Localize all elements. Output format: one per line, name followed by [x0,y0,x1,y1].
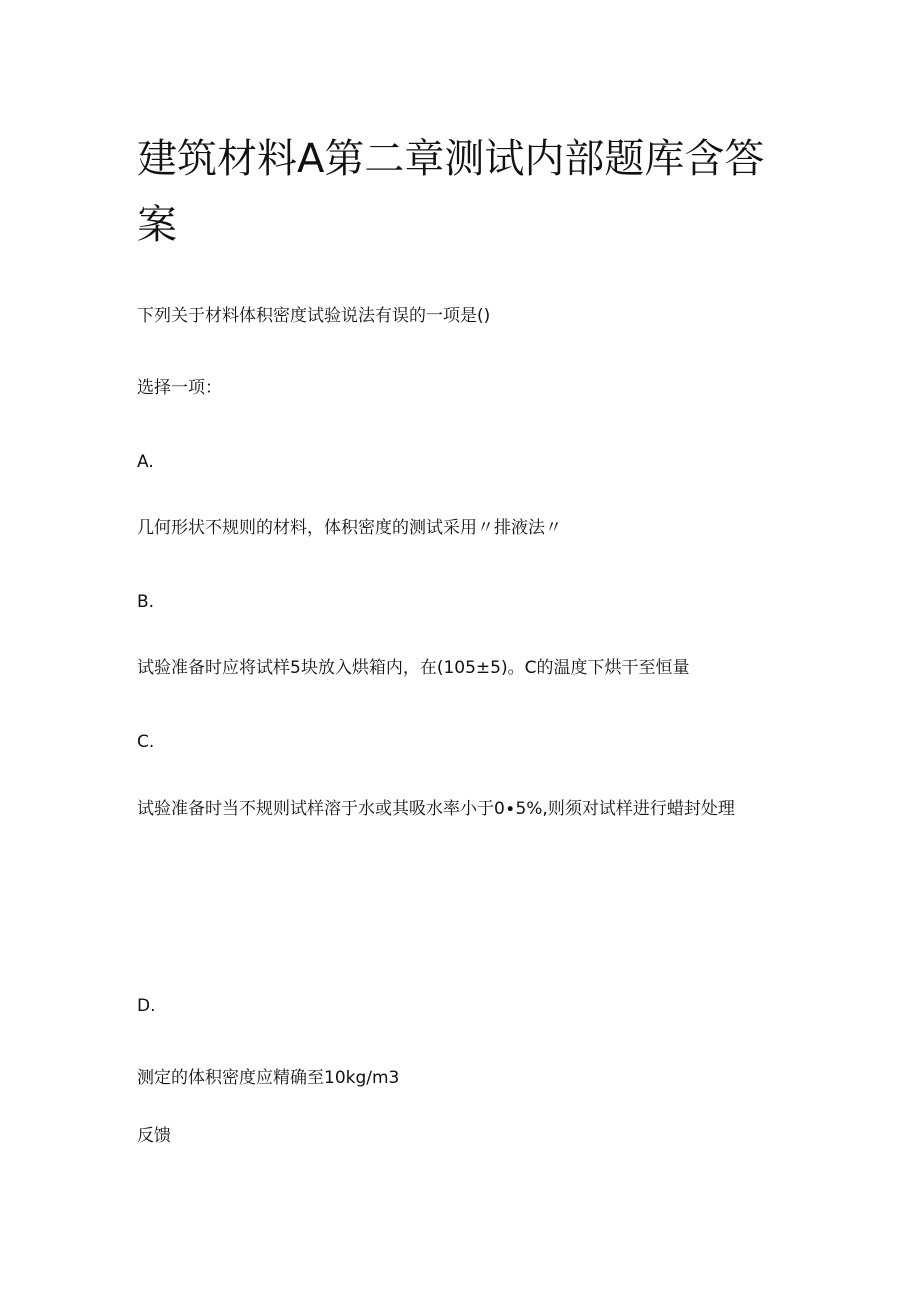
option-b-letter: B. [137,592,155,612]
option-c-letter: C. [137,732,155,752]
option-d-text: 测定的体积密度应精确至10kg∕m3 [137,1068,400,1088]
option-b-text: 试验准备时应将试样5块放入烘箱内，在(105±5)。C的温度下烘干至恒量 [137,658,690,678]
page-title: 建筑材料A第二章测试内部题库含答案 [137,136,765,248]
feedback-label: 反馈 [137,1126,171,1146]
option-c-text: 试验准备时当不规则试样溶于水或其吸水率小于0∙5%,则须对试样进行蜡封处理 [137,799,735,819]
question-stem: 下列关于材料体积密度试验说法有误的一项是() [137,306,491,326]
option-d-letter: D. [137,996,156,1016]
option-a-letter: A. [137,452,154,472]
option-a-text: 几何形状不规则的材料，体积密度的测试采用〃排液法〃 [137,518,562,538]
question-instruction: 选择一项： [137,378,222,398]
